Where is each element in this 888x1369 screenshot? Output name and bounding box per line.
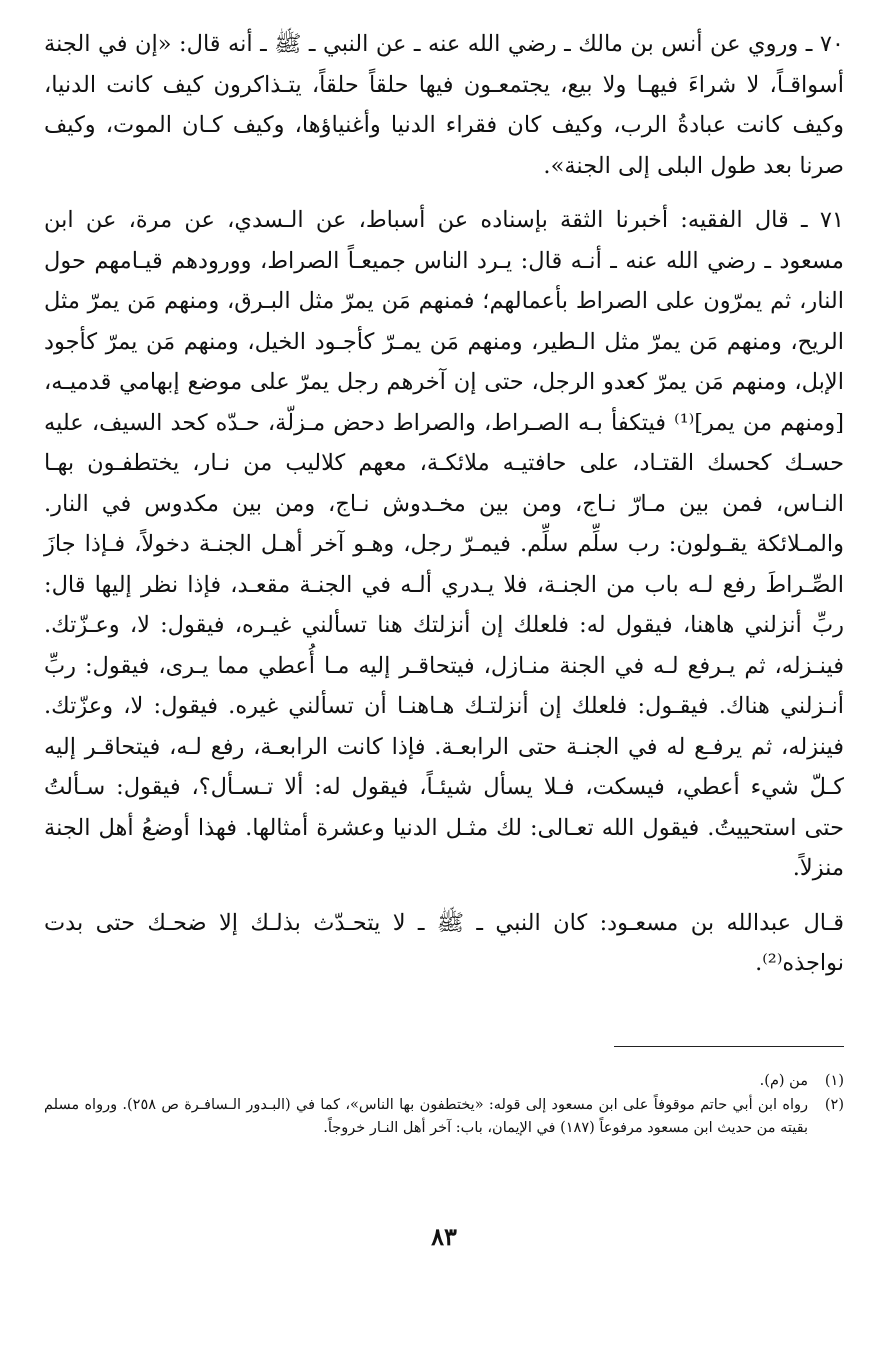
page-number: ٨٣	[431, 1222, 457, 1251]
footnotes	[44, 1070, 844, 1141]
paragraph-70: ٧٠ ـ وروي عن أنس بن مالك ـ رضي الله عنه ـ عن النبي ـ ﷺ ـ أنه قال: «إن في الجنة أسواقـاً، لا شراءَ فيهـا ولا بيع، يجتمعـون فيها حلقاً حلقاً، يتـذاكرون كيف كانت الدنيا، وكيف كانت عبادةُ الرب، وكيف كان فقراء الدنيا وأغنياؤها، وكيف كـان الموت، وكيف صرنا بعد طول البلى إلى الجنة».	[44, 31, 844, 179]
footnote-separator	[614, 1046, 844, 1047]
footnote-text: من (م).	[759, 1073, 808, 1089]
footnote-number: (٢)	[824, 1097, 844, 1113]
footnote-number: (١)	[824, 1073, 844, 1089]
paragraph-71: ٧١ ـ قال الفقيه: أخبرنا الثقة بإسناده عن أسباط، عن الـسدي، عن مرة، عن ابن مسعود ـ رضي الله عنه ـ أنـه قال: يـرد الناس جميعـاً الصراط، وورودهم قيـامهم حول النار، ثم يمرّون على الصراط بأعمالهم؛ فمنهم مَن يمرّ مثل البـرق، ومنهم مَن يمرّ مثل الريح، ومنهم مَن يمرّ مثل الـطير، ومنهم مَن يمـرّ كأجـود الخيل، ومنهم مَن يمرّ كأجود الإبل، ومنهم مَن يمرّ كعدو الرجل، حتى إن آخرهم رجل يمرّ على موضع إبهامي قدميـه، [ومنهم من يمر]⁽¹⁾ فيتكفأ بـه الصـراط، والصراط دحض مـزلّة، حـدّه كحد السيف، عليه حسـك كحسك القتـاد، على حافتيـه ملائكـة، معهم كلاليب من نـار، يختطفـون بهـا النـاس، فمن بين مـارّ نـاج، ومن بين مخـدوش نـاج، ومن بين مكدوس في النار. والمـلائكة يقـولون: رب سلِّم سلِّم. فيمـرّ رجل، وهـو آخر أهـل الجنـة دخولاً، فـإذا جازَ الصِّـراطَ رفع لـه باب من الجنـة، فلا يـدري ألـه في الجنـة مقعـد، فإذا نظر إليها قال: ربِّ أنزلني هاهنا، فيقول له: فلعلك إن أنزلتك هنا تسألني غيـره، فيقول: لا، وعـزّتك. فينـزله، ثم يـرفع لـه في الجنة منـازل، فيتحاقـر إليه مـا أُعطي مما يـرى، فيقول: ربِّ أنـزلني هناك. فيقـول: فلعلك إن أنزلتـك هـاهنـا أن تسألني غيره. فيقول: لا، وعزّتك. فينزله، ثم يرفـع له في الجنـة حتى الرابعـة. فإذا كانت الرابعـة، رفع لـه، فيتحاقـر إليه كـلّ شيء أعطي، فيسكت، فـلا يسأل شيئـاً، فيقول له: ألا تـسـأل؟، فيقول: سـألتُ حتى استحييتُ. فيقول الله تعـالى: لك مثـل الدنيا وعشرة أمثالها. فهذا أوضعُ أهل الجنة منزلاً.	[44, 207, 844, 881]
paragraph-ibn-masud: قـال عبدالله بن مسعـود: كان النبي ـ ﷺ ـ لا يتحـدّث بذلـك إلا ضحـك حتى بدت نواجذه⁽²⁾.	[44, 909, 844, 976]
footnote-1	[44, 1070, 844, 1093]
footnote-2	[44, 1094, 844, 1140]
main-text	[44, 24, 844, 984]
footnote-text: رواه ابن أبي حاتم موقوفاً على ابن مسعود إلى قوله: «يختطفون بها الناس»، كما في (البـدور الـسافـرة ص ٢٥٨). ورواه مسلم بقيته من حديث ابن مسعود مرفوعاً (١٨٧) في الإيمان، باب: آخر أهل النـار خروجاً.	[44, 1097, 808, 1136]
